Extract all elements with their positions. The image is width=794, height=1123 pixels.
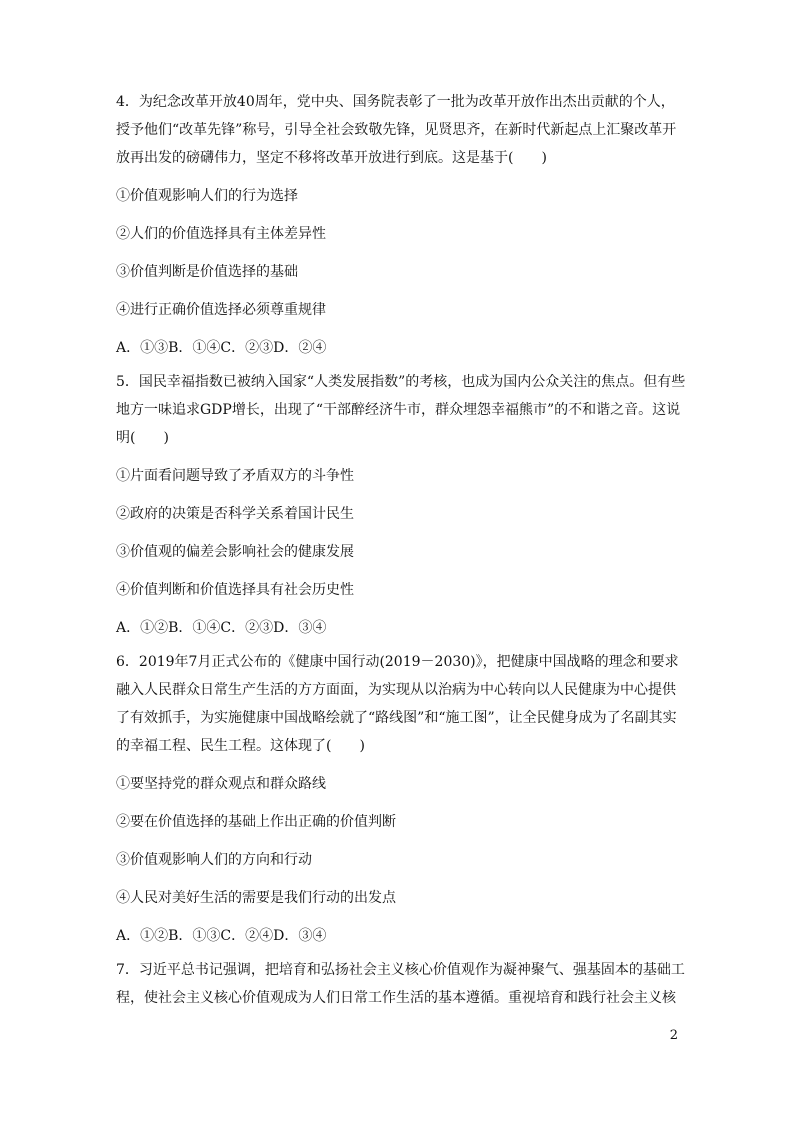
document-page — [116, 88, 686, 1018]
question-5-option-3: ③价值观的偏差会影响社会的健康发展 — [116, 544, 354, 560]
question-6 — [116, 648, 686, 950]
question-5 — [116, 368, 686, 642]
question-4-answers: A．①③B．①④C．②③D．②④ — [116, 340, 327, 356]
question-7 — [116, 956, 686, 1012]
question-4-option-1: ①价值观影响人们的行为选择 — [116, 188, 298, 204]
question-4-option-2: ②人们的价值选择具有主体差异性 — [116, 226, 326, 242]
question-5-option-4: ④价值判断和价值选择具有社会历史性 — [116, 582, 354, 598]
question-5-option-1: ①片面看问题导致了矛盾双方的斗争性 — [116, 468, 354, 484]
question-7-stem: 7．习近平总书记强调，把培育和弘扬社会主义核心价值观作为凝神聚气、强基固本的基础工程，使社会主义核心价值观成为人们日常工作生活的基本遵循。重视培育和践行社会主义核 — [116, 962, 685, 1006]
question-5-option-2: ②政府的决策是否科学关系着国计民生 — [116, 506, 354, 522]
question-6-option-4: ④人民对美好生活的需要是我们行动的出发点 — [116, 890, 396, 906]
page-number: 2 — [669, 1028, 678, 1043]
question-4-option-4: ④进行正确价值选择必须尊重规律 — [116, 302, 326, 318]
question-6-option-2: ②要在价值选择的基础上作出正确的价值判断 — [116, 814, 396, 830]
question-4-stem: 4．为纪念改革开放40周年，党中央、国务院表彰了一批为改革开放作出杰出贡献的个人，授予他们“改革先锋”称号，引导全社会致敬先锋，见贤思齐，在新时代新起点上汇聚改革开放再出发的磅礴伟力，坚定不移将改革开放进行到底。这是基于( ) — [116, 94, 677, 166]
question-4 — [116, 88, 686, 362]
question-5-answers: A．①②B．①④C．②③D．③④ — [116, 620, 327, 636]
question-6-answers: A．①②B．①③C．②④D．③④ — [116, 928, 327, 944]
question-6-option-1: ①要坚持党的群众观点和群众路线 — [116, 776, 326, 792]
question-6-option-3: ③价值观影响人们的方向和行动 — [116, 852, 312, 868]
question-4-option-3: ③价值判断是价值选择的基础 — [116, 264, 298, 280]
question-6-stem: 6．2019年7月正式公布的《健康中国行动(2019－2030)》，把健康中国战略的理念和要求融入人民群众日常生产生活的方方面面，为实现从以治病为中心转向以人民健康为中心提供了有效抓手，为实施健康中国战略绘就了“路线图”和“施工图”，让全民健身成为了名副其实的幸福工程、民生工程。这体现了( ) — [116, 654, 679, 754]
question-5-stem: 5．国民幸福指数已被纳入国家“人类发展指数”的考核，也成为国内公众关注的焦点。但有些地方一味追求GDP增长，出现了“干部醉经济牛市，群众埋怨幸福熊市”的不和谐之音。这说明( ) — [116, 374, 686, 446]
